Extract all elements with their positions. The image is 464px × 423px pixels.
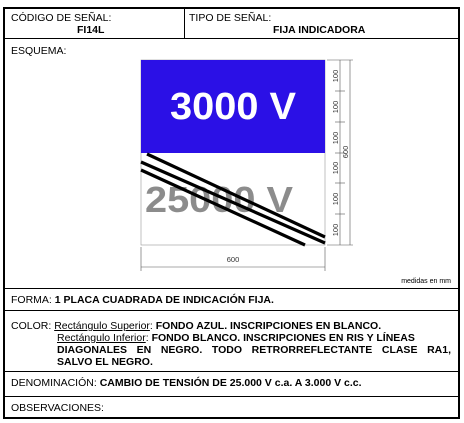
forma-value: 1 PLACA CUADRADA DE INDICACIÓN FIJA. <box>54 294 274 306</box>
segment-dimension-labels <box>331 70 350 237</box>
lower-inscription: 25000 V <box>145 179 293 220</box>
denominacion-divider <box>5 396 458 397</box>
signal-code-value: FI14L <box>77 24 105 36</box>
dimension-label: 100 <box>331 223 340 237</box>
color-lower-line: Rectángulo Inferior: FONDO BLANCO. INSCRIPCIONES EN RIS Y LÍNEAS <box>57 332 415 344</box>
dimension-label: 100 <box>331 100 340 114</box>
forma-divider <box>5 310 458 311</box>
lower-rectangle-value-1: FONDO BLANCO. INSCRIPCIONES EN RIS Y LÍNEAS <box>151 332 415 344</box>
observaciones-label: OBSERVACIONES: <box>11 402 104 414</box>
upper-rectangle-value: FONDO AZUL. INSCRIPCIONES EN BLANCO. <box>155 320 382 332</box>
color-section <box>11 320 451 368</box>
schema-divider <box>5 288 458 289</box>
signal-schema-drawing <box>5 9 458 287</box>
forma-row <box>11 294 274 306</box>
schema-label: ESQUEMA: <box>11 45 67 57</box>
upper-rectangle-label: Rectángulo Superior <box>54 320 150 332</box>
color-upper-line: COLOR: Rectángulo Superior: FONDO AZUL. INSCRIPCIONES EN BLANCO. <box>11 320 382 332</box>
color-label: COLOR: <box>11 320 52 332</box>
dimension-label: 100 <box>331 192 340 206</box>
dimension-label: 100 <box>331 161 340 175</box>
denominacion-row <box>11 377 362 389</box>
signal-type-label: TIPO DE SEÑAL: <box>189 12 272 24</box>
lower-rectangle-value-2: DIAGONALES EN NEGRO. TODO RETRORREFLECTANTE CLASE RA1, <box>57 344 451 356</box>
dimension-label: 100 <box>331 69 340 83</box>
color-divider <box>5 371 458 372</box>
signal-code-label: CÓDIGO DE SEÑAL: <box>11 12 112 24</box>
total-height-label: 600 <box>341 145 350 159</box>
upper-inscription: 3000 V <box>170 86 297 128</box>
dimension-label: 100 <box>331 131 340 145</box>
total-width-label: 600 <box>226 255 240 264</box>
denominacion-value: CAMBIO DE TENSIÓN DE 25.000 V c.a. A 3.000 V c.c. <box>99 377 362 389</box>
signal-type-value: FIJA INDICADORA <box>273 24 366 36</box>
lower-rectangle-label: Rectángulo Inferior <box>57 332 146 344</box>
forma-label: FORMA: <box>11 294 52 306</box>
units-note: medidas en mm <box>401 278 451 285</box>
lower-rectangle-value-3: SALVO EL NEGRO. <box>57 356 153 368</box>
denominacion-label: DENOMINACIÓN: <box>11 377 97 389</box>
signal-sheet <box>3 7 460 419</box>
